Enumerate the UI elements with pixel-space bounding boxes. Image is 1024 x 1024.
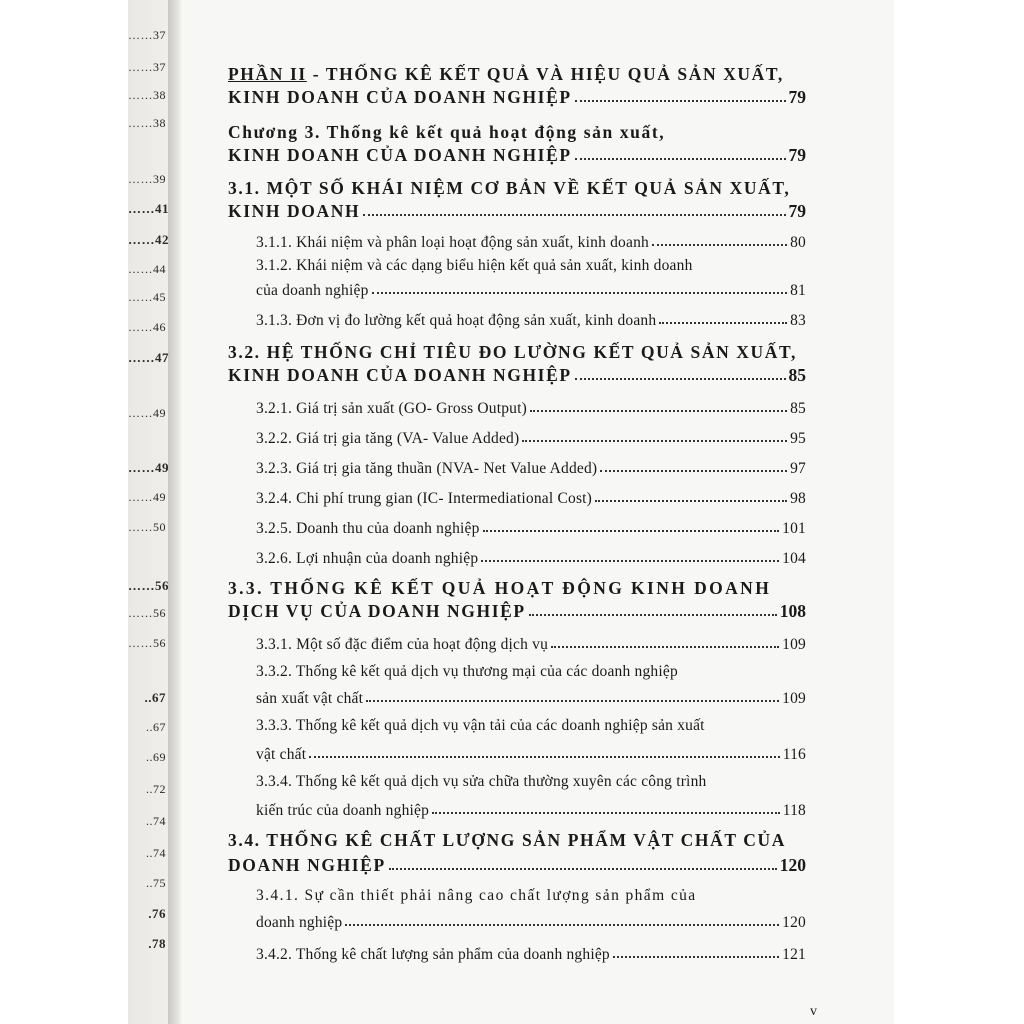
toc-subsection-entry: kiến trúc của doanh nghiệp 118 (256, 802, 806, 819)
toc-subsection-entry: của doanh nghiệp 81 (256, 282, 806, 299)
left-page-number: ……44 (128, 262, 166, 276)
toc-section-title: 3.4. THỐNG KÊ CHẤT LƯỢNG SẢN PHẨM VẬT CHẤT CỦA (228, 830, 786, 850)
left-page-number: ……37 (128, 60, 166, 74)
left-page-number: ..67 (144, 690, 166, 705)
toc-section-entry: KINH DOANH 79 (228, 201, 806, 221)
left-page-number: ……38 (128, 116, 166, 130)
left-page-number: ……45 (128, 290, 166, 304)
toc-subsection-title: 3.3.3. Thống kê kết quả dịch vụ vận tải của các doanh nghiệp sản xuất (256, 717, 705, 734)
left-page-number: ……42 (128, 232, 169, 247)
toc-part-title: PHẦN II - THỐNG KÊ KẾT QUẢ VÀ HIỆU QUẢ SẢN XUẤT, (228, 64, 784, 84)
toc-section-title: 3.1. MỘT SỐ KHÁI NIỆM CƠ BẢN VỀ KẾT QUẢ SẢN XUẤT, (228, 178, 791, 198)
left-page-number: ……38 (128, 88, 166, 102)
toc-section-entry: KINH DOANH CỦA DOANH NGHIỆP 85 (228, 365, 806, 385)
left-page-number: ……49 (128, 406, 166, 420)
left-page-number: ……37 (128, 28, 166, 42)
toc-subsection-entry: 3.2.1. Giá trị sản xuất (GO- Gross Output) 85 (256, 400, 806, 417)
left-page-number: ……50 (128, 520, 166, 534)
left-page-number: ……47 (128, 350, 169, 365)
toc-subsection-entry: 3.1.1. Khái niệm và phân loại hoạt động sản xuất, kinh doanh 80 (256, 234, 806, 251)
left-page-number: ..67 (146, 720, 166, 734)
left-page-number: .76 (148, 906, 166, 921)
toc-subsection-entry: doanh nghiệp 120 (256, 914, 806, 931)
left-page-number: ……56 (128, 578, 169, 593)
toc-subsection-entry: sản xuất vật chất 109 (256, 690, 806, 707)
toc-subsection-entry: 3.2.5. Doanh thu của doanh nghiệp 101 (256, 520, 806, 537)
toc-subsection-title: 3.1.2. Khái niệm và các dạng biểu hiện kết quả sản xuất, kinh doanh (256, 257, 693, 274)
left-page-number: ..74 (146, 846, 166, 860)
page-number: v (810, 1004, 817, 1019)
left-page-number: ..72 (146, 782, 166, 796)
toc-subsection-title: 3.3.4. Thống kê kết quả dịch vụ sửa chữa thường xuyên các công trình (256, 773, 707, 790)
background-right (894, 0, 1024, 1024)
left-page-number: ..74 (146, 814, 166, 828)
left-page-number: ……41 (128, 201, 169, 216)
left-page-number: ……46 (128, 320, 166, 334)
toc-subsection-entry: 3.2.4. Chi phí trung gian (IC- Intermediational Cost) 98 (256, 490, 806, 507)
toc-subsection-entry: 3.4.2. Thống kê chất lượng sản phẩm của doanh nghiệp 121 (256, 946, 806, 963)
book-gutter (168, 0, 182, 1024)
toc-subsection-entry: 3.2.3. Giá trị gia tăng thuần (NVA- Net Value Added) 97 (256, 460, 806, 477)
toc-subsection-entry: 3.1.3. Đơn vị đo lường kết quả hoạt động sản xuất, kinh doanh 83 (256, 312, 806, 329)
left-page-number: ……56 (128, 606, 166, 620)
toc-chapter-entry: KINH DOANH CỦA DOANH NGHIỆP 79 (228, 145, 806, 165)
toc-section-entry: DỊCH VỤ CỦA DOANH NGHIỆP 108 (228, 601, 806, 621)
toc-chapter-title: Chương 3. Thống kê kết quả hoạt động sản xuất, (228, 122, 666, 142)
toc-section-title: 3.2. HỆ THỐNG CHỈ TIÊU ĐO LƯỜNG KẾT QUẢ SẢN XUẤT, (228, 342, 797, 362)
left-page-number: ..69 (146, 750, 166, 764)
toc-subsection-entry: 3.2.6. Lợi nhuận của doanh nghiệp 104 (256, 550, 806, 567)
toc-section-entry: DOANH NGHIỆP 120 (228, 855, 806, 875)
left-page-number: ..75 (146, 876, 166, 890)
toc-section-title: 3.3. THỐNG KÊ KẾT QUẢ HOẠT ĐỘNG KINH DOANH (228, 578, 772, 598)
toc-subsection-entry: 3.2.2. Giá trị gia tăng (VA- Value Added) 95 (256, 430, 806, 447)
left-page-edge (128, 0, 168, 1024)
toc-part-entry: KINH DOANH CỦA DOANH NGHIỆP 79 (228, 87, 806, 107)
left-page-number: ……49 (128, 460, 169, 475)
toc-subsection-entry: vật chất 116 (256, 746, 806, 763)
toc-subsection-title: 3.4.1. Sự cần thiết phải nâng cao chất lượng sản phẩm của (256, 887, 697, 904)
left-page-number: ……49 (128, 490, 166, 504)
toc-subsection-entry: 3.3.1. Một số đặc điểm của hoạt động dịch vụ 109 (256, 636, 806, 653)
left-page-number: .78 (148, 936, 166, 951)
toc-subsection-title: 3.3.2. Thống kê kết quả dịch vụ thương mại của các doanh nghiệp (256, 663, 678, 680)
left-page-number: ……39 (128, 172, 166, 186)
left-page-number: ……56 (128, 636, 166, 650)
